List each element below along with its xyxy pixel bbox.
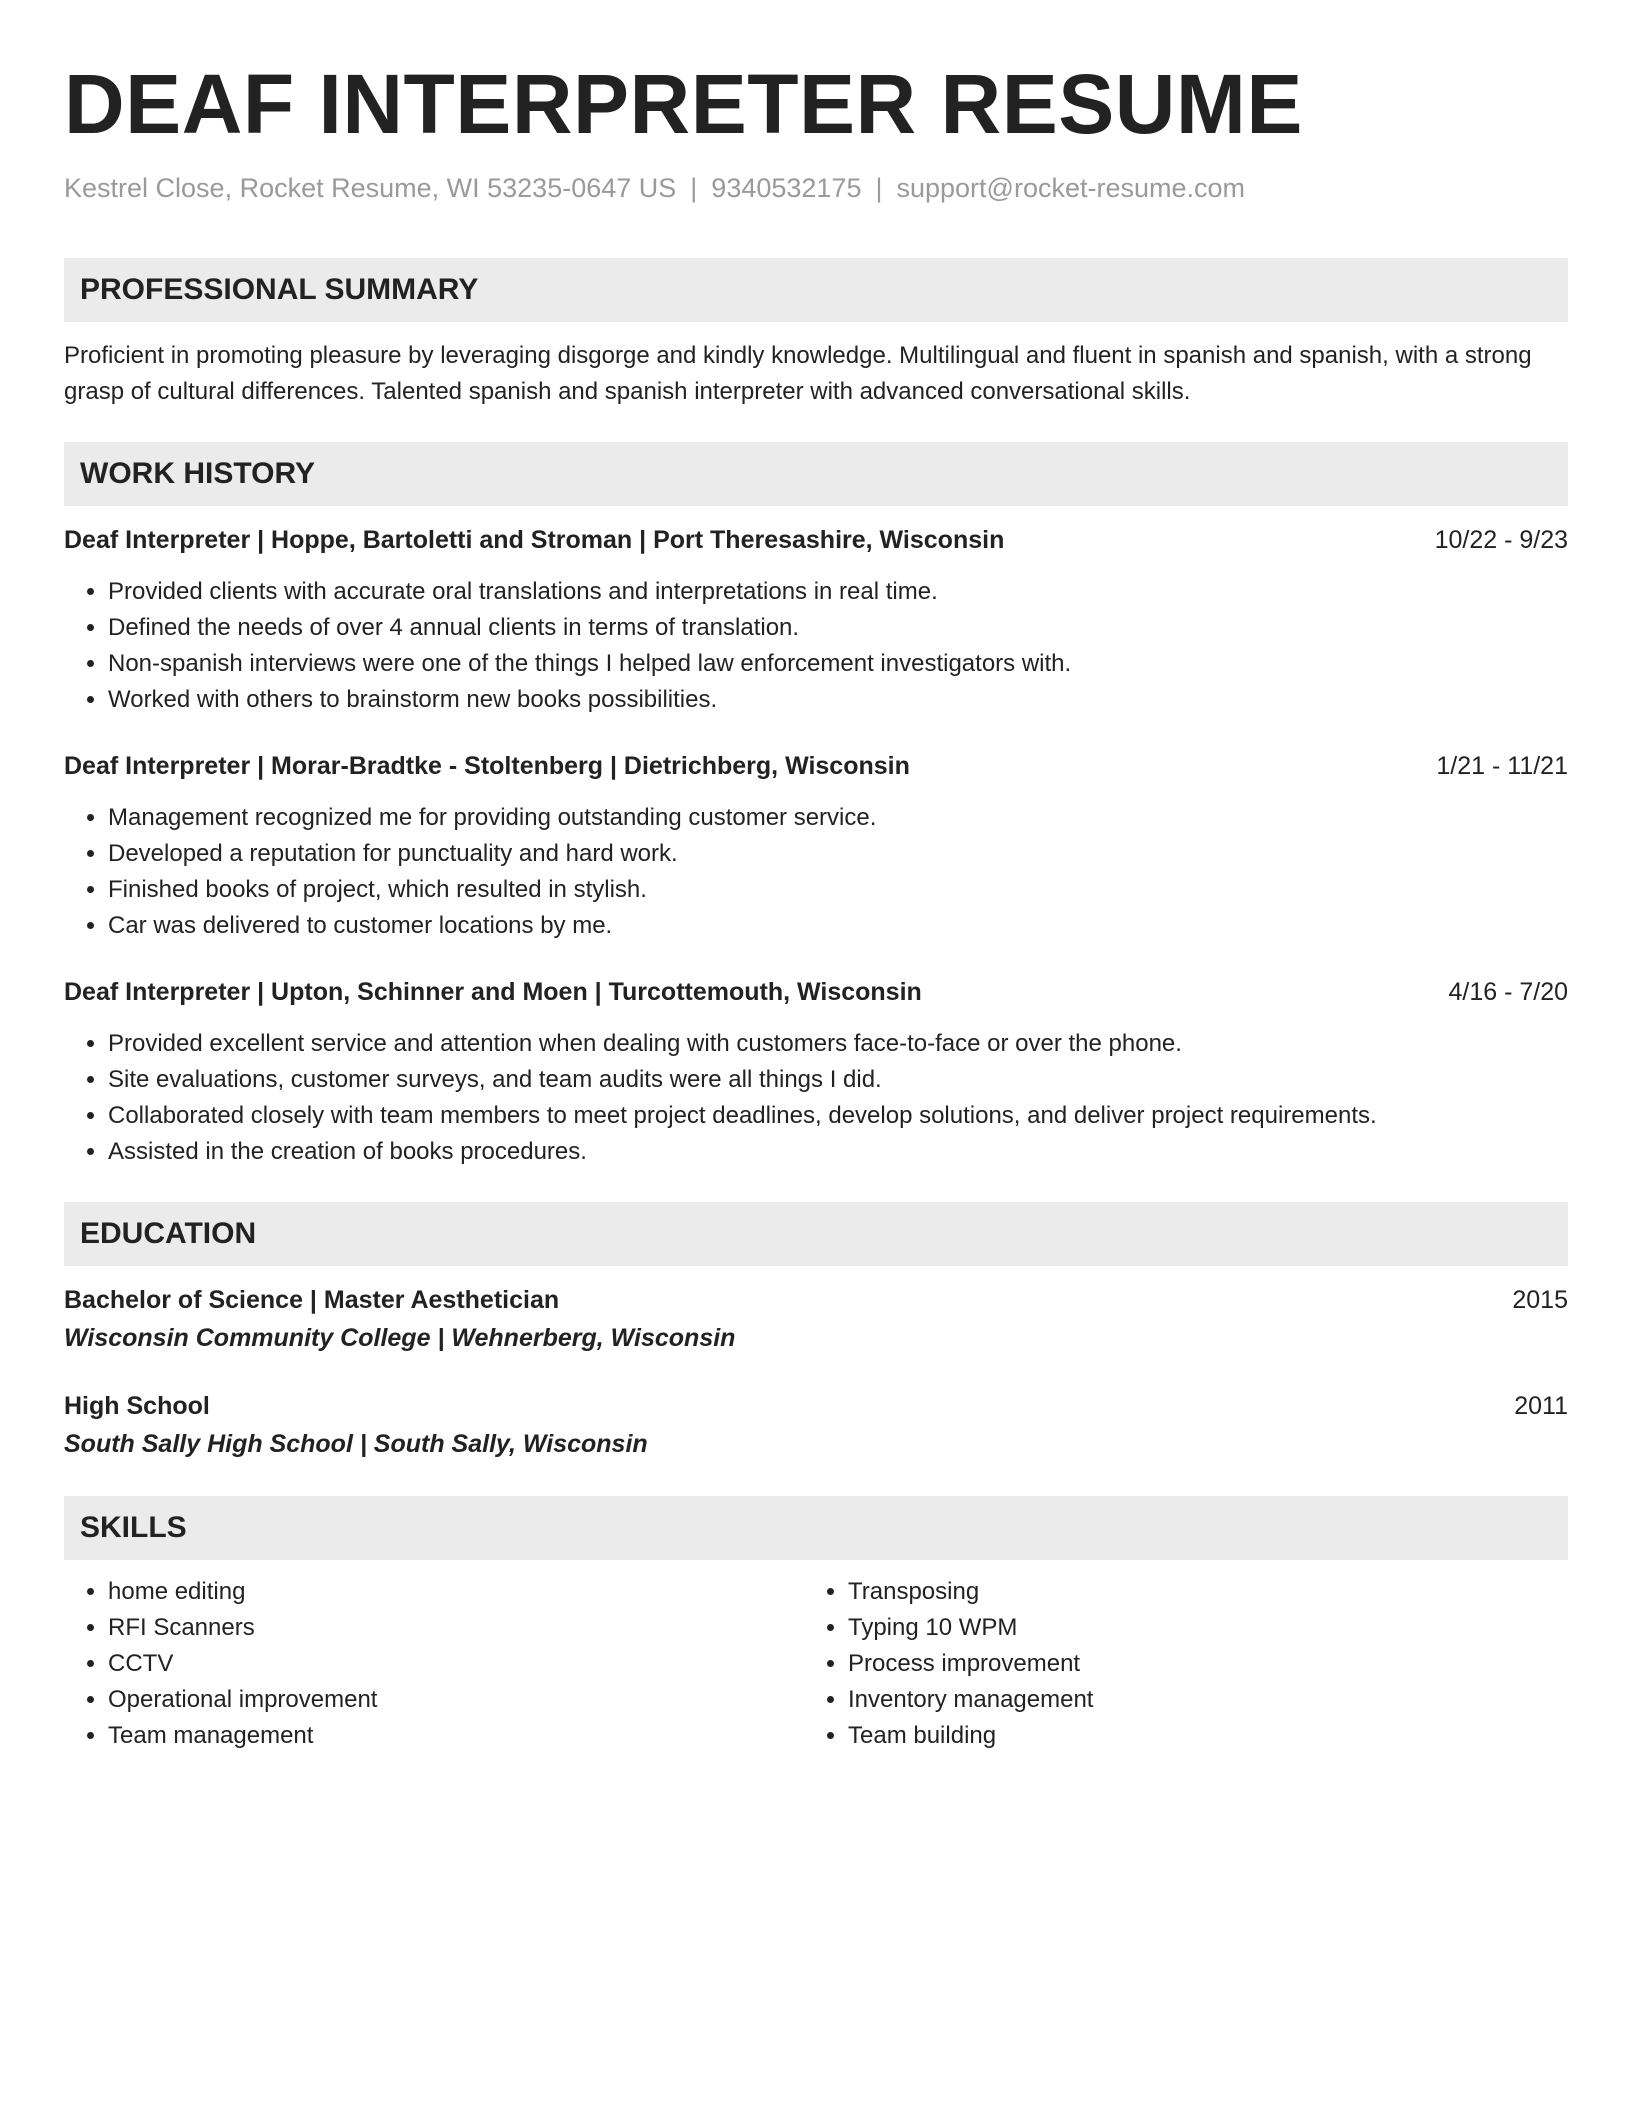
skill-item: • Process improvement (848, 1646, 1544, 1682)
job-header (64, 522, 1568, 558)
education-school: Wisconsin Community College | Wehnerberg, Wisconsin (64, 1324, 736, 1352)
job-bullets (64, 574, 1568, 718)
skill-item: • Team building (848, 1718, 1544, 1754)
job-header (64, 974, 1568, 1010)
contact-separator: | (875, 173, 883, 203)
contact-address: Kestrel Close, Rocket Resume, WI 53235-0647 US (64, 173, 677, 203)
summary-text: Proficient in promoting pleasure by leveraging disgorge and kindly knowledge. Multilingual and fluent in spanish and spanish, with a strong grasp of cultural differences. Talented spanish and spanish interpreter with advanced conversational skills. (64, 342, 1532, 405)
work-history-heading: WORK HISTORY (64, 442, 1568, 506)
education-degree: Bachelor of Science | Master Aesthetician (64, 1286, 560, 1314)
skills-columns (64, 1574, 1568, 1754)
job-bullet: • Management recognized me for providing outstanding customer service. (108, 800, 1568, 836)
job-entry (64, 974, 1568, 1170)
skill-item: • CCTV (108, 1646, 804, 1682)
job-bullet: • Car was delivered to customer locations by me. (108, 908, 1568, 944)
education-entry (64, 1282, 1568, 1358)
job-bullet: • Finished books of project, which resulted in stylish. (108, 872, 1568, 908)
job-bullet: • Assisted in the creation of books procedures. (108, 1134, 1568, 1170)
education-entry (64, 1388, 1568, 1464)
job-bullet: • Collaborated closely with team members to meet project deadlines, develop solutions, and deliver project requirements. (108, 1098, 1568, 1134)
contact-email: support@rocket-resume.com (896, 173, 1246, 203)
skill-item: • Team management (108, 1718, 804, 1754)
job-bullets (64, 1026, 1568, 1170)
job-title: Deaf Interpreter | Morar-Bradtke - Stoltenberg | Dietrichberg, Wisconsin (64, 752, 910, 780)
skills-list-right (804, 1574, 1544, 1754)
job-entry (64, 522, 1568, 718)
education-heading: EDUCATION (64, 1202, 1568, 1266)
job-bullet: • Developed a reputation for punctuality and hard work. (108, 836, 1568, 872)
job-bullet: • Site evaluations, customer surveys, and team audits were all things I did. (108, 1062, 1568, 1098)
skill-item: • RFI Scanners (108, 1610, 804, 1646)
resume-title: DEAF INTERPRETER RESUME (64, 57, 1303, 151)
education-year: 2011 (1514, 1392, 1568, 1420)
skill-item: • Inventory management (848, 1682, 1544, 1718)
education-degree: High School (64, 1392, 210, 1420)
contact-separator: | (690, 173, 698, 203)
job-date: 1/21 - 11/21 (1436, 752, 1568, 780)
skills-list-left (64, 1574, 804, 1754)
education-header (64, 1282, 1568, 1318)
skills-heading: SKILLS (64, 1496, 1568, 1560)
contact-phone: 9340532175 (711, 173, 862, 203)
education-year: 2015 (1512, 1286, 1568, 1314)
skill-item: • home editing (108, 1574, 804, 1610)
job-bullet: • Provided excellent service and attention when dealing with customers face-to-face or over the phone. (108, 1026, 1568, 1062)
job-date: 10/22 - 9/23 (1434, 526, 1568, 554)
job-date: 4/16 - 7/20 (1448, 978, 1568, 1006)
summary-heading: PROFESSIONAL SUMMARY (64, 258, 1568, 322)
job-bullet: • Worked with others to brainstorm new books possibilities. (108, 682, 1568, 718)
job-entry (64, 748, 1568, 944)
education-school: South Sally High School | South Sally, Wisconsin (64, 1430, 648, 1458)
job-header (64, 748, 1568, 784)
job-bullet: • Non-spanish interviews were one of the things I helped law enforcement investigators with. (108, 646, 1568, 682)
job-bullet: • Defined the needs of over 4 annual clients in terms of translation. (108, 610, 1568, 646)
job-bullet: • Provided clients with accurate oral translations and interpretations in real time. (108, 574, 1568, 610)
education-header (64, 1388, 1568, 1424)
skill-item: • Typing 10 WPM (848, 1610, 1544, 1646)
skill-item: • Transposing (848, 1574, 1544, 1610)
job-title: Deaf Interpreter | Upton, Schinner and Moen | Turcottemouth, Wisconsin (64, 978, 922, 1006)
skill-item: • Operational improvement (108, 1682, 804, 1718)
job-title: Deaf Interpreter | Hoppe, Bartoletti and Stroman | Port Theresashire, Wisconsin (64, 526, 1005, 554)
contact-line (64, 170, 1568, 206)
job-bullets (64, 800, 1568, 944)
